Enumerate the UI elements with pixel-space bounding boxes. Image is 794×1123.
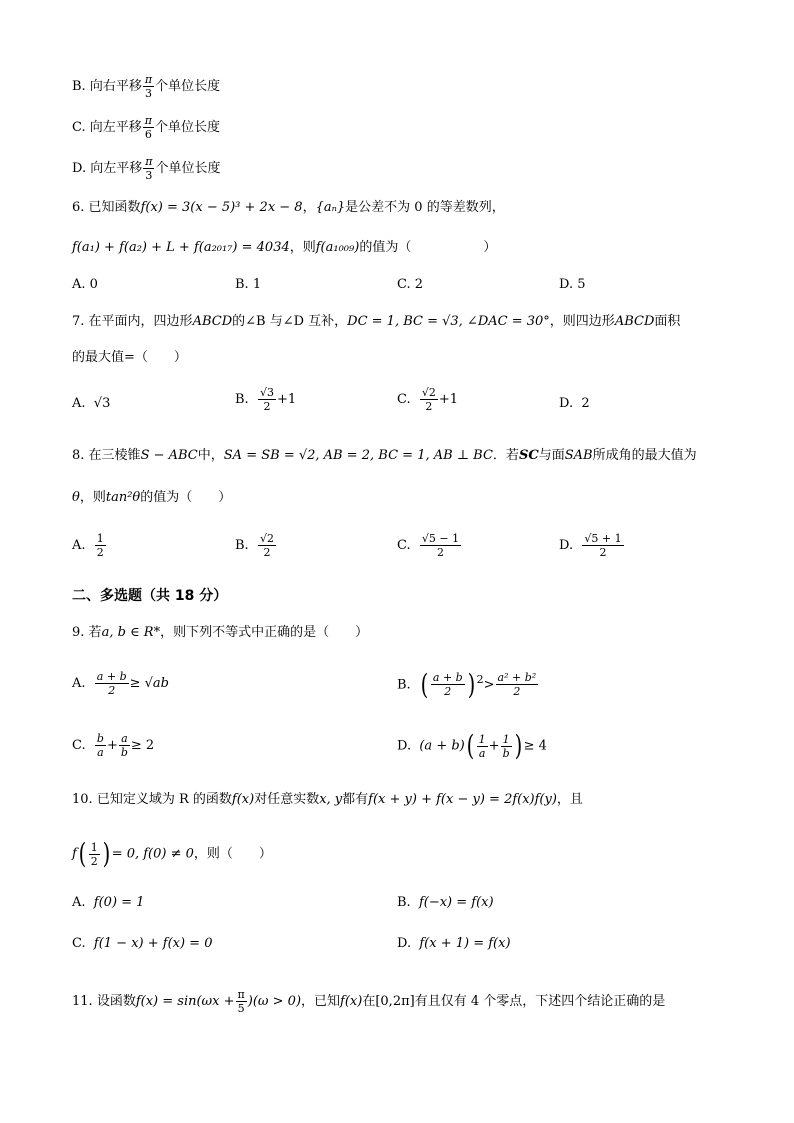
stem-text: ）	[483, 240, 497, 255]
option-text: 个单位长度	[155, 79, 221, 94]
paren-close: )	[102, 837, 111, 870]
stem-text: ，则下列不等式中正确的是（ ）	[160, 625, 369, 640]
function-expression: )(ω > 0)	[247, 994, 302, 1009]
fraction: $\frac{b}{a}$	[96, 732, 104, 759]
q6-option-d	[559, 275, 586, 295]
paren-close: )	[514, 729, 522, 762]
stem-text: ，已知	[301, 994, 341, 1009]
option-value: 5	[577, 277, 586, 292]
stem-text: 的值为（	[359, 240, 412, 255]
fraction: $\frac{\pi}{5}$	[237, 988, 245, 1015]
fraction: $\frac{√2}{2}$	[421, 386, 436, 413]
pyramid-name: S − ABC	[140, 448, 198, 463]
paren-open: (	[466, 729, 475, 762]
option-value: f(1 − x) + f(x) = 0	[93, 936, 213, 951]
condition: = 0, f(0) ≠ 0	[111, 846, 194, 862]
q6-option-b	[235, 275, 261, 295]
functional-equation: f(x + y) + f(x − y) = 2f(x)f(y)	[368, 792, 557, 807]
sum-expression: f(a₁) + f(a₂) + L + f(a₂₀₁₇) = 4034	[72, 240, 290, 255]
stem-text: 在	[362, 994, 376, 1009]
fraction: $\frac{\pi}{3}$	[144, 73, 153, 100]
option-value: f(0) = 1	[93, 895, 145, 910]
q10-option-a	[72, 893, 144, 913]
stem-text: 是公差不为 0 的等差数列，	[345, 200, 505, 215]
relation: >	[483, 677, 495, 693]
stem-text: 对任意实数	[254, 792, 320, 807]
option-value: ≥ 2	[130, 738, 155, 753]
option-label: A.	[72, 277, 86, 292]
option-label: D.	[397, 936, 412, 951]
option-label: B.	[235, 392, 249, 407]
option-label: A.	[72, 895, 86, 910]
q8-option-d	[559, 532, 625, 559]
question-number: 9.	[72, 625, 85, 640]
function-expression: f(x) = 3(x − 5)³ + 2x − 8	[140, 200, 303, 215]
option-label: B.	[397, 677, 411, 693]
stem-text: 有且仅有 4 个零点，下述四个结论正确的是	[414, 994, 666, 1009]
option-label: C.	[72, 936, 86, 951]
fraction: $\frac{a + b}{2}$	[96, 670, 127, 697]
option-value: 0	[89, 277, 98, 292]
question-number: 11.	[72, 994, 93, 1009]
plane-name: SAB	[564, 448, 593, 463]
option-label: C.	[397, 538, 411, 553]
option-label: A.	[72, 676, 86, 691]
option-label: B.	[235, 277, 249, 292]
exponent: 2	[476, 673, 484, 686]
option-value: 2	[414, 277, 424, 292]
fraction: $\frac{1}{a}$	[478, 732, 486, 760]
tan-expression: tan²θ	[105, 490, 141, 505]
fraction: $\frac{√2}{2}$	[259, 532, 274, 559]
q10-option-b	[397, 893, 494, 913]
option-value: +1	[438, 392, 459, 407]
fraction: $\frac{a + b}{2}$	[432, 671, 463, 699]
option-label: C.	[397, 277, 411, 292]
interval: [0,2π]	[375, 994, 415, 1009]
q6-option-c	[397, 275, 423, 295]
option-label: B.	[397, 895, 411, 910]
stem-text: ，则	[289, 240, 316, 255]
stem-text: ，则四边形	[549, 314, 615, 329]
fraction: $\frac{\pi}{6}$	[144, 114, 153, 141]
stem-text: 与面	[538, 448, 565, 463]
condition: SA = SB = √2, AB = 2, BC = 1, AB ⊥ BC	[223, 448, 493, 463]
q9-stem	[72, 623, 368, 643]
question-number: 7.	[72, 314, 85, 329]
q9-option-c	[72, 732, 154, 759]
option-value: f(−x) = f(x)	[418, 895, 494, 910]
option-value: f(x + 1) = f(x)	[419, 936, 511, 951]
option-label: D.	[559, 277, 574, 292]
q10-option-c	[72, 934, 212, 954]
stem-text: 在平面内，四边形	[88, 314, 193, 329]
q8-stem	[72, 446, 697, 466]
q9-option-d	[397, 729, 547, 762]
option-text: 个单位长度	[155, 161, 221, 176]
stem-text: 在三棱锥	[88, 448, 141, 463]
option-text: 向右平移	[89, 79, 142, 94]
stem-text: ．若	[492, 448, 519, 463]
q6-option-a	[72, 275, 98, 295]
fraction: $\frac{1}{2}$	[90, 840, 98, 868]
operator: +	[106, 738, 118, 753]
option-value: ≥ √ab	[129, 676, 169, 691]
function-name: f(x)	[231, 792, 255, 807]
ask-expression: f(a₁₀₀₉)	[315, 240, 360, 255]
function-expression: f(x) = sin(ωx +	[135, 994, 235, 1009]
stem-text: 中，	[197, 448, 224, 463]
condition: a, b ∈ R*	[101, 625, 161, 640]
option-text: 个单位长度	[155, 120, 221, 135]
q8-option-b	[235, 532, 277, 559]
q7-option-b	[235, 386, 296, 413]
option-value: 2	[581, 396, 590, 411]
quad-name: ABCD	[614, 314, 655, 329]
option-label: D.	[559, 396, 574, 411]
function-name: f(x)	[340, 994, 363, 1009]
q7-option-c	[397, 386, 458, 413]
angle-symbol: θ	[72, 490, 80, 505]
sequence: {aₙ}	[315, 200, 346, 215]
option-value: ≥ 4	[523, 738, 547, 754]
option-label: D.	[559, 538, 574, 553]
q7-option-a	[72, 394, 110, 414]
q8-option-a	[72, 532, 107, 559]
edge-name: SC	[518, 448, 539, 463]
stem-text: 的∠B 与∠D 互补，	[232, 314, 348, 329]
quad-name: ABCD	[192, 314, 233, 329]
fraction: $\frac{√5 - 1}{2}$	[421, 532, 460, 559]
section-title: 二、多选题（共 18 分）	[72, 588, 228, 604]
option-value: +1	[276, 392, 297, 407]
question-number: 8.	[72, 448, 85, 463]
option-label: A.	[72, 396, 86, 411]
stem-text: ，则	[79, 490, 106, 505]
stem-text: 的值为（ ）	[140, 490, 232, 505]
option-label: D.	[397, 738, 412, 754]
stem-text: ，且	[556, 792, 583, 807]
fraction: $\frac{\pi}{3}$	[145, 155, 153, 182]
q5-option-d	[72, 155, 221, 182]
q7-stem-line2	[72, 348, 187, 368]
q9-option-b	[397, 667, 539, 701]
option-label: D.	[72, 161, 87, 176]
option-label: B.	[235, 538, 249, 553]
fraction: $\frac{\text{a² + b²}}{2}$	[497, 671, 537, 699]
option-label: A.	[72, 538, 86, 553]
operator: +	[488, 738, 500, 754]
fraction: $\frac{1}{b}$	[502, 732, 510, 760]
function-name: f	[72, 846, 77, 862]
fraction: $\frac{a}{b}$	[120, 732, 128, 759]
option-value: (a + b)	[419, 738, 465, 754]
q7-stem	[72, 312, 680, 332]
q5-option-c	[72, 114, 220, 141]
option-text: 向左平移	[90, 161, 143, 176]
q10-option-d	[397, 934, 511, 954]
stem-text: ，	[302, 200, 316, 215]
question-number: 10.	[72, 792, 93, 807]
paren-open: (	[78, 837, 87, 870]
option-value: √3	[93, 396, 111, 411]
stem-text: ，则（ ）	[193, 846, 272, 862]
stem-text: 已知函数	[88, 200, 141, 215]
option-label: C.	[397, 392, 411, 407]
stem-text: 已知定义域为 R 的函数	[96, 792, 232, 807]
stem-text: 的最大值=（ ）	[72, 350, 187, 365]
q7-option-d	[559, 394, 590, 414]
option-label: C.	[72, 738, 86, 753]
q8-option-c	[397, 532, 462, 559]
option-label: B.	[72, 79, 86, 94]
q6-stem-line2	[72, 238, 496, 258]
q8-stem-line2	[72, 488, 231, 508]
paren-close: )	[467, 667, 475, 701]
condition: DC = 1, BC = √3, ∠DAC = 30°	[347, 314, 550, 329]
q6-stem	[72, 198, 505, 218]
stem-text: 若	[88, 625, 102, 640]
fraction: $\frac{√3}{2}$	[259, 386, 274, 413]
stem-text: 设函数	[96, 994, 136, 1009]
q10-stem	[72, 790, 583, 810]
q11-stem	[72, 988, 665, 1015]
stem-text: 所成角的最大值为	[592, 448, 697, 463]
question-number: 6.	[72, 200, 85, 215]
option-label: C.	[72, 120, 86, 135]
fraction: $\frac{√5 + 1}{2}$	[584, 532, 622, 559]
stem-text: 面积	[654, 314, 681, 329]
stem-text: 都有	[342, 792, 369, 807]
q5-option-b	[72, 73, 220, 100]
option-text: 向左平移	[89, 120, 142, 135]
fraction: $\frac{1}{2}$	[96, 532, 104, 559]
option-value: 1	[252, 277, 262, 292]
paren-open: (	[420, 667, 429, 701]
q9-option-a	[72, 670, 169, 697]
variables: x, y	[319, 792, 343, 807]
q10-stem-line2	[72, 837, 272, 870]
